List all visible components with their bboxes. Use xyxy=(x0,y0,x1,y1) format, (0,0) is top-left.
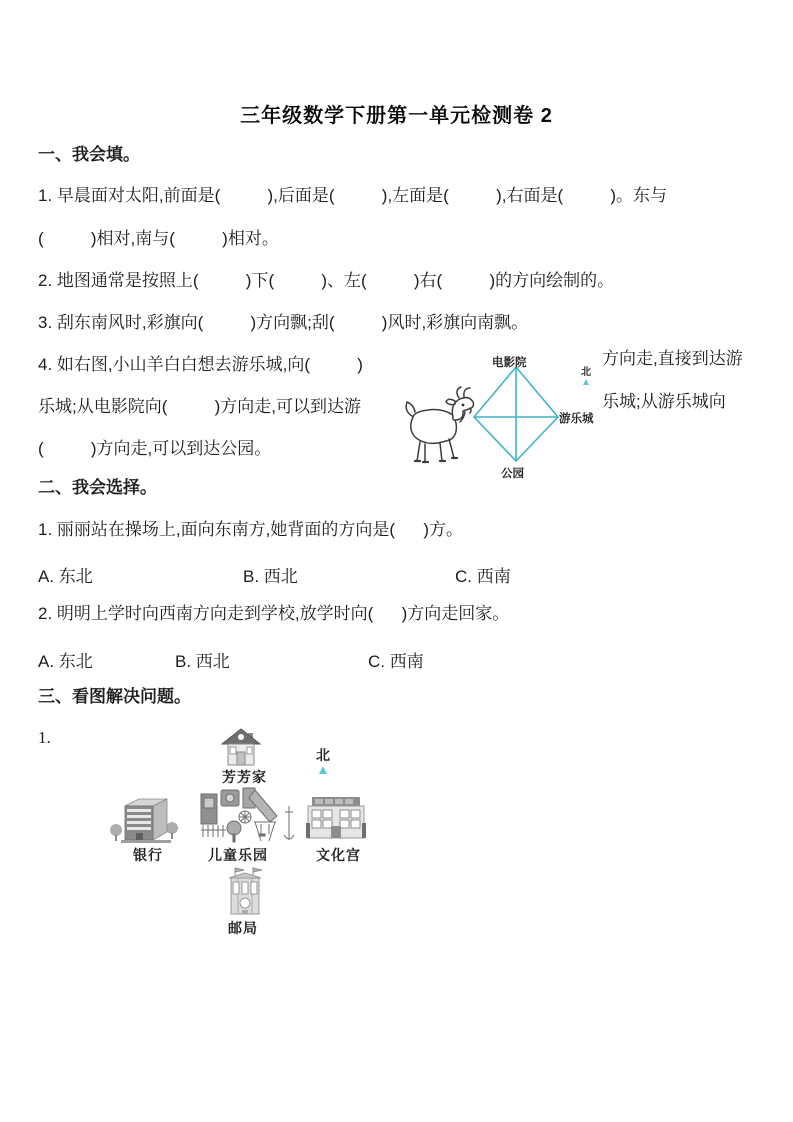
q4-line1-left: 4. 如右图,小山羊白白想去游乐城,向( ) xyxy=(38,355,363,374)
s2-q1-line: 1. 丽丽站在操场上,面向东南方,她背面的方向是( )方。 xyxy=(38,520,464,539)
s2-q1-option-b: B. 西北 xyxy=(243,567,298,586)
s2-q2-line: 2. 明明上学时向西南方向走到学校,放学时向( )方向走回家。 xyxy=(38,604,510,623)
q4-line3-left: ( )方向走,可以到达公园。 xyxy=(38,439,272,458)
q3-line: 3. 刮东南风时,彩旗向( )方向飘;刮( )风时,彩旗向南飘。 xyxy=(38,313,529,332)
page-title: 三年级数学下册第一单元检测卷 2 xyxy=(240,105,553,127)
north-arrow-icon xyxy=(319,766,327,774)
north-indicator-q4 xyxy=(581,363,591,385)
post-office-icon xyxy=(223,866,267,918)
section1-heading: 一、我会填。 xyxy=(38,145,140,164)
diagram-label-cinema: 电影院 xyxy=(492,357,527,369)
goat-icon xyxy=(402,386,476,464)
section3-heading: 三、看图解决问题。 xyxy=(38,687,191,706)
cultural-palace-icon xyxy=(306,795,366,843)
north-arrow-icon xyxy=(583,379,589,385)
map-label-home: 芳芳家 xyxy=(222,771,267,786)
diagram-label-amusement-city: 游乐城 xyxy=(559,413,594,425)
bank-icon xyxy=(109,796,179,844)
north-indicator-map xyxy=(316,745,330,774)
q4-line2-left: 乐城;从电影院向( )方向走,可以到达游 xyxy=(38,397,361,416)
q4-line2-right: 乐城;从游乐城向 xyxy=(602,392,726,411)
section2-heading: 二、我会选择。 xyxy=(38,478,157,497)
s2-q2-option-a: A. 东北 xyxy=(38,652,93,671)
q4-line1-right: 方向走,直接到达游 xyxy=(602,349,743,368)
s2-q1-option-c: C. 西南 xyxy=(455,567,511,586)
s3-item-number: 1. xyxy=(38,728,51,747)
s2-q2-option-b: B. 西北 xyxy=(175,652,230,671)
playground-icon xyxy=(199,786,299,844)
q1-line2: ( )相对,南与( )相对。 xyxy=(38,229,279,248)
q1-line1: 1. 早晨面对太阳,前面是( ),后面是( ),左面是( ),右面是( )。东与 xyxy=(38,186,668,205)
map-label-palace: 文化宫 xyxy=(316,849,361,864)
map-label-bank: 银行 xyxy=(133,849,163,864)
s2-q1-option-a: A. 东北 xyxy=(38,567,93,586)
north-label: 北 xyxy=(581,367,591,378)
direction-diamond-diagram xyxy=(470,362,562,466)
map-label-post-office: 邮局 xyxy=(228,922,258,937)
diagram-label-park: 公园 xyxy=(501,468,524,480)
q2-line: 2. 地图通常是按照上( )下( )、左( )右( )的方向绘制的。 xyxy=(38,271,615,290)
s2-q2-option-c: C. 西南 xyxy=(368,652,424,671)
map-label-playground: 儿童乐园 xyxy=(208,849,268,864)
north-label: 北 xyxy=(316,749,330,764)
house-icon xyxy=(221,728,261,766)
